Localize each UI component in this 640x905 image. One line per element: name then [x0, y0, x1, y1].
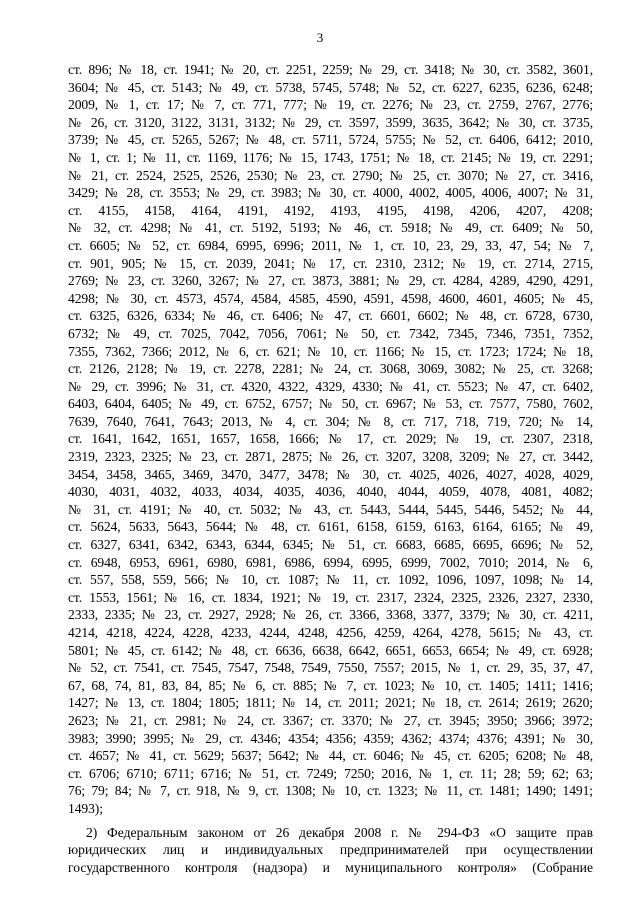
- citation-line: № 21, ст. 2524, 2525, 2526, 2530; № 23, ст. 2790; № 25, ст. 3070; № 27, ст. 3416,: [68, 167, 593, 183]
- citation-line: 2333, 2335; № 23, ст. 2927, 2928; № 26, ст. 3366, 3368, 3377, 3379; № 30, ст. 4211,: [68, 607, 593, 623]
- citation-line: ст. 1641, 1642, 1651, 1657, 1658, 1666; № 17, ст. 2029; № 19, ст. 2307, 2318,: [68, 431, 593, 447]
- paragraph-federal-law-294: [68, 824, 593, 877]
- citation-line: 1493);: [68, 800, 103, 816]
- citation-line: 3429; № 28, ст. 3553; № 29, ст. 3983; № 30, ст. 4000, 4002, 4005, 4006, 4007; № 31,: [68, 185, 593, 201]
- citation-line: 7355, 7362, 7366; 2012, № 6, ст. 621; № 10, ст. 1166; № 15, ст. 1723; 1724; № 18,: [68, 343, 593, 359]
- citation-line: ст. 4657; № 41, ст. 5629; 5637; 5642; № 44, ст. 6046; № 45, ст. 6205; 6208; № 48,: [68, 748, 593, 764]
- citation-line: ст. 896; № 18, ст. 1941; № 20, ст. 2251, 2259; № 29, ст. 3418; № 30, ст. 3582, 3601,: [68, 62, 593, 77]
- citation-line: 4214, 4218, 4224, 4228, 4233, 4244, 4248, 4256, 4259, 4264, 4278, 5615; № 43, ст.: [68, 625, 593, 640]
- citation-line: № 26, ст. 3120, 3122, 3131, 3132; № 29, ст. 3597, 3599, 3635, 3642; № 30, ст. 3735,: [68, 114, 593, 130]
- citation-line: 3454, 3458, 3465, 3469, 3470, 3477, 3478; № 30, ст. 4025, 4026, 4027, 4028, 4029,: [68, 466, 593, 482]
- paragraph-line: 2) Федеральным законом от 26 декабря 2008 г. № 294-ФЗ «О защите прав: [86, 824, 593, 840]
- citation-line: 2009, № 1, ст. 17; № 7, ст. 771, 777; № 19, ст. 2276; № 23, ст. 2759, 2767, 2776;: [68, 97, 593, 113]
- legislation-citation-list: [68, 61, 593, 818]
- citation-line: ст. 1553, 1561; № 16, ст. 1834, 1921; № 19, ст. 2317, 2324, 2325, 2326, 2327, 2330,: [68, 589, 593, 605]
- citation-line: ст. 6948, 6953, 6961, 6980, 6981, 6986, 6994, 6995, 6999, 7002, 7010; 2014, № 6,: [68, 554, 593, 570]
- citation-line: 67, 68, 74, 81, 83, 84, 85; № 6, ст. 885; № 7, ст. 1023; № 10, ст. 1405; 1411; 1416;: [68, 677, 593, 693]
- citation-line: 2319, 2323, 2325; № 23, ст. 2871, 2875; № 26, ст. 3207, 3208, 3209; № 27, ст. 3442,: [68, 449, 593, 465]
- citation-line: 2623; № 21, ст. 2981; № 24, ст. 3367; ст. 3370; № 27, ст. 3945; 3950; 3966; 3972;: [68, 712, 593, 728]
- citation-line: № 29, ст. 3996; № 31, ст. 4320, 4322, 4329, 4330; № 41, ст. 5523; № 47, ст. 6402,: [68, 378, 593, 394]
- citation-line: 4030, 4031, 4032, 4033, 4034, 4035, 4036, 4040, 4044, 4059, 4078, 4081, 4082;: [68, 484, 593, 500]
- citation-line: № 52, ст. 7541, ст. 7545, 7547, 7548, 7549, 7550, 7557; 2015, № 1, ст. 29, 35, 37, 47,: [68, 660, 593, 676]
- citation-line: 2769; № 23, ст. 3260, 3267; № 27, ст. 3873, 3881; № 29, ст. 4284, 4289, 4290, 4291,: [68, 273, 593, 289]
- citation-line: ст. 6325, 6326, 6334; № 46, ст. 6406; № 47, ст. 6601, 6602; № 48, ст. 6728, 6730,: [68, 308, 593, 324]
- page-number: 3: [316, 30, 324, 45]
- citation-line: ст. 901, 905; № 15, ст. 2039, 2041; № 17, ст. 2310, 2312; № 19, ст. 2714, 2715,: [68, 255, 593, 271]
- paragraph-line: государственного контроля (надзора) и муниципального контроля» (Собрание: [68, 859, 593, 875]
- citation-line: 3983; 3990; 3995; № 29, ст. 4346; 4354; 4356; 4359; 4362; 4374; 4376; 4391; № 30,: [68, 730, 593, 746]
- citation-line: ст. 557, 558, 559, 566; № 10, ст. 1087; № 11, ст. 1092, 1096, 1097, 1098; № 14,: [68, 572, 593, 588]
- citation-line: ст. 5624, 5633, 5643, 5644; № 48, ст. 6161, 6158, 6159, 6163, 6164, 6165; № 49,: [68, 519, 593, 535]
- citation-line: 6732; № 49, ст. 7025, 7042, 7056, 7061; № 50, ст. 7342, 7345, 7346, 7351, 7352,: [68, 325, 593, 341]
- citation-line: 3604; № 45, ст. 5143; № 49, ст. 5738, 5745, 5748; № 52, ст. 6227, 6235, 6236, 6248;: [68, 79, 593, 95]
- citation-line: ст. 6605; № 52, ст. 6984, 6995, 6996; 2011, № 1, ст. 10, 23, 29, 33, 47, 54; № 7,: [68, 237, 593, 253]
- citation-line: 3739; № 45, ст. 5265, 5267; № 48, ст. 5711, 5724, 5755; № 52, ст. 6406, 6412; 2010,: [68, 132, 593, 148]
- paragraph-line: юридических лиц и индивидуальных предпринимателей при осуществлении: [68, 842, 593, 858]
- citation-line: № 1, ст. 1; № 11, ст. 1169, 1176; № 15, 1743, 1751; № 18, ст. 2145; № 19, ст. 2291;: [68, 149, 593, 165]
- citation-line: ст. 6327, 6341, 6342, 6343, 6344, 6345; № 51, ст. 6683, 6685, 6695, 6696; № 52,: [68, 537, 593, 553]
- citation-line: 1427; № 13, ст. 1804; 1805; 1811; № 14, ст. 2011; 2021; № 18, ст. 2614; 2619; 2620;: [68, 695, 593, 711]
- citation-line: 5801; № 45, ст. 6142; № 48, ст. 6636, 6638, 6642, 6651, 6653, 6654; № 49, ст. 6928;: [68, 642, 593, 658]
- citation-line: 4298; № 30, ст. 4573, 4574, 4584, 4585, 4590, 4591, 4598, 4600, 4601, 4605; № 45,: [68, 290, 593, 306]
- citation-line: ст. 4155, 4158, 4164, 4191, 4192, 4193, 4195, 4198, 4206, 4207, 4208;: [68, 202, 593, 218]
- citation-line: 7639, 7640, 7641, 7643; 2013, № 4, ст. 304; № 8, ст. 717, 718, 719, 720; № 14,: [68, 413, 593, 429]
- citation-line: 76; 79; 84; № 7, ст. 918, № 9, ст. 1308; № 10, ст. 1323; № 11, ст. 1481; 1490; 1491;: [68, 783, 593, 799]
- citation-line: № 31, ст. 4191; № 40, ст. 5032; № 43, ст. 5443, 5444, 5445, 5446, 5452; № 44,: [68, 501, 593, 517]
- citation-line: ст. 2126, 2128; № 19, ст. 2278, 2281; № 24, ст. 3068, 3069, 3082; № 25, ст. 3268;: [68, 361, 593, 377]
- citation-line: 6403, 6404, 6405; № 49, ст. 6752, 6757; № 50, ст. 6967; № 53, ст. 7577, 7580, 7602,: [68, 396, 593, 412]
- citation-line: ст. 6706; 6710; 6711; 6716; № 51, ст. 7249; 7250; 2016, № 1, ст. 11; 28; 59; 62; 63;: [68, 765, 593, 781]
- citation-line: № 32, ст. 4298; № 41, ст. 5192, 5193; № 46, ст. 5918; № 49, ст. 6409; № 50,: [68, 220, 593, 236]
